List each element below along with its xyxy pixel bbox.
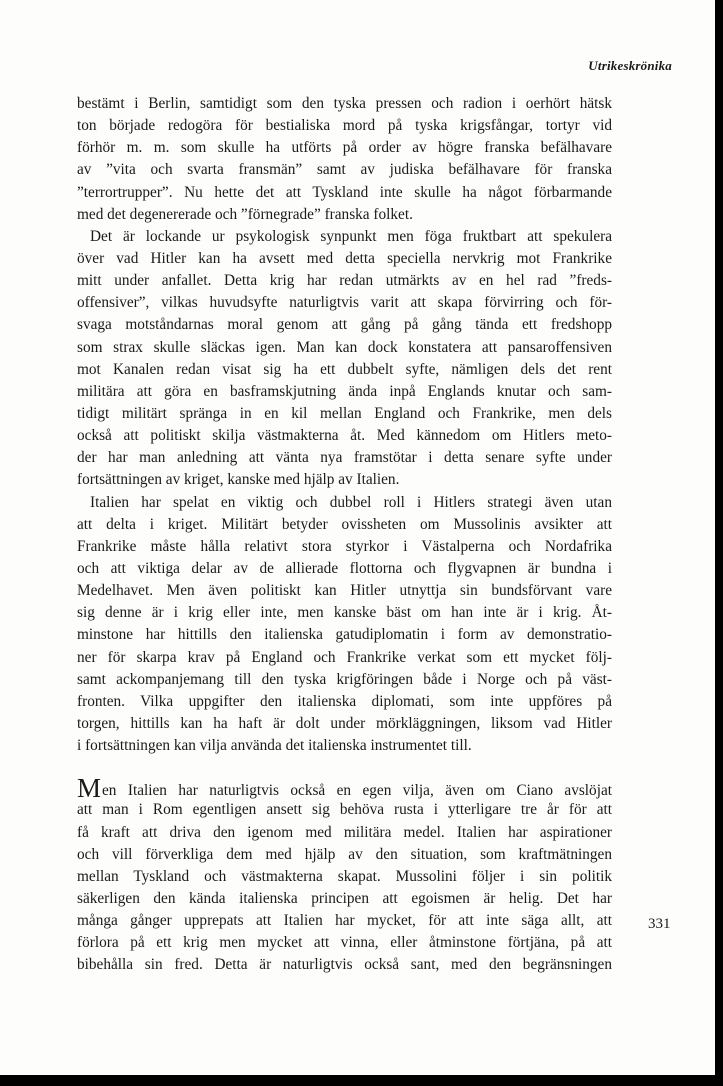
text-line: Det är lockande ur psykologisk synpunkt men föga fruktbart att spekulera bbox=[90, 227, 612, 245]
text-line: förlora på ett krig men mycket att vinna, eller åtminstone förtjäna, på att bbox=[77, 934, 612, 952]
text-line: offensiver”, vilkas huvudsyfte naturligtvis varit att skapa förvirring och för- bbox=[77, 294, 612, 312]
text-line: många gånger upprepats att Italien har mycket, för att inte säga allt, att bbox=[77, 912, 612, 930]
text-line: ton började redogöra för bestialiska mord på tyska krigsfångar, tortyr vid bbox=[77, 117, 612, 135]
text-line: der har man anledning att vänta nya framstötar i detta senare syfte under bbox=[77, 449, 612, 467]
drop-cap: M bbox=[77, 777, 102, 800]
first-line-text: en Italien har naturligtvis också en egen vilja, även om Ciano avslöjat bbox=[102, 782, 612, 800]
text-line: mellan Tyskland och västmakterna skapat. Mussolini följer i sin politik bbox=[77, 867, 612, 885]
section-break bbox=[77, 757, 612, 777]
text-line: bestämt i Berlin, samtidigt som den tyska pressen och radion i oerhört hätsk bbox=[77, 95, 612, 112]
text-line: förhör m. m. som skulle ha utförts på order av högre franska befälhavare bbox=[77, 139, 612, 157]
text-line: att delta i kriget. Militärt betyder ovissheten om Mussolinis avsikter att bbox=[77, 515, 612, 533]
text-line: tidigt militärt spränga in en kil mellan England och Frankrike, men dels bbox=[77, 404, 612, 422]
running-head: Utrikeskrönika bbox=[588, 58, 672, 73]
body-text bbox=[77, 93, 612, 976]
text-line: ner för skarpa krav på England och Frankrike verkat som ett mycket följ- bbox=[77, 648, 612, 666]
text-line: mot Kanalen redan visat sig ha ett dubbelt syfte, nämligen dels det rent bbox=[77, 360, 612, 378]
text-line: militära att göra en basframskjutning ända inpå Englands knutar och sam- bbox=[77, 382, 612, 400]
text-line: få kraft att driva den igenom med militära medel. Italien har aspirationer bbox=[77, 823, 612, 841]
text-line: och vill förverkliga dem med hjälp av den situation, som kraftmätningen bbox=[77, 845, 612, 863]
text-line: Medelhavet. Men även politiskt kan Hitler utnyttja sin bundsförvant vare bbox=[77, 582, 612, 600]
text-line: fortsättningen av kriget, kanske med hjälp av Italien. bbox=[77, 471, 400, 489]
text-line: minstone har hittills den italienska gatudiplomatin i form av demonstratio- bbox=[77, 626, 612, 644]
text-line: och att viktiga delar av de allierade flottorna och flygvapnen är bundna i bbox=[77, 559, 612, 577]
text-line: över vad Hitler kan ha avsett med detta speciella nervkrig mot Frankrike bbox=[77, 249, 612, 267]
text-line: mitt under anfallet. Detta krig har redan utmärkts av en hel rad ”freds- bbox=[77, 272, 612, 290]
scan-border-bottom bbox=[0, 1075, 723, 1086]
text-line: också att politiskt skilja västmakterna åt. Med kännedom om Hitlers meto- bbox=[77, 427, 612, 445]
text-line-first bbox=[77, 777, 612, 799]
text-line: sig denne är i krig eller inte, men kanske bäst om han inte är i krig. Åt- bbox=[77, 604, 612, 622]
text-line: ”terrortrupper”. Nu hette det att Tyskland inte skulle ha något förbarmande bbox=[77, 183, 612, 201]
text-line: säkerligen den kända italienska principen att egoismen är helig. Det har bbox=[77, 889, 612, 907]
text-line: att man i Rom egentligen ansett sig behöva rusta i ytterligare tre år för att bbox=[77, 801, 612, 819]
text-line: bibehålla sin fred. Detta är naturligtvis också sant, med den begränsningen bbox=[77, 956, 612, 974]
text-line: av ”vita och svarta fransmän” samt av judiska befälhavare för franska bbox=[77, 161, 612, 179]
text-line: svaga motståndarnas moral genom att gång på gång tända ett fredshopp bbox=[77, 316, 612, 334]
text-line: samt ackompanjemang till den tyska krigföringen både i Norge och på väst- bbox=[77, 670, 612, 688]
text-line: i fortsättningen kan vilja använda det italienska instrumentet till. bbox=[77, 737, 472, 755]
text-line: Frankrike måste hålla relativt stora styrkor i Västalperna och Nordafrika bbox=[77, 537, 612, 555]
page-number: 331 bbox=[648, 916, 671, 932]
scan-border-right bbox=[715, 0, 723, 1086]
text-line: fronten. Vilka uppgifter den italienska diplomati, som inte uppföres på bbox=[77, 692, 612, 710]
text-line: Italien har spelat en viktig och dubbel roll i Hitlers strategi även utan bbox=[90, 493, 612, 511]
text-line: som strax skulle släckas igen. Man kan dock konstatera att pansaroffensiven bbox=[77, 338, 612, 356]
text-line: torgen, hittills kan ha haft är dolt under mörkläggningen, liksom vad Hitler bbox=[77, 714, 612, 732]
text-line: med det degenererade och ”förnegrade” franska folket. bbox=[77, 205, 413, 223]
